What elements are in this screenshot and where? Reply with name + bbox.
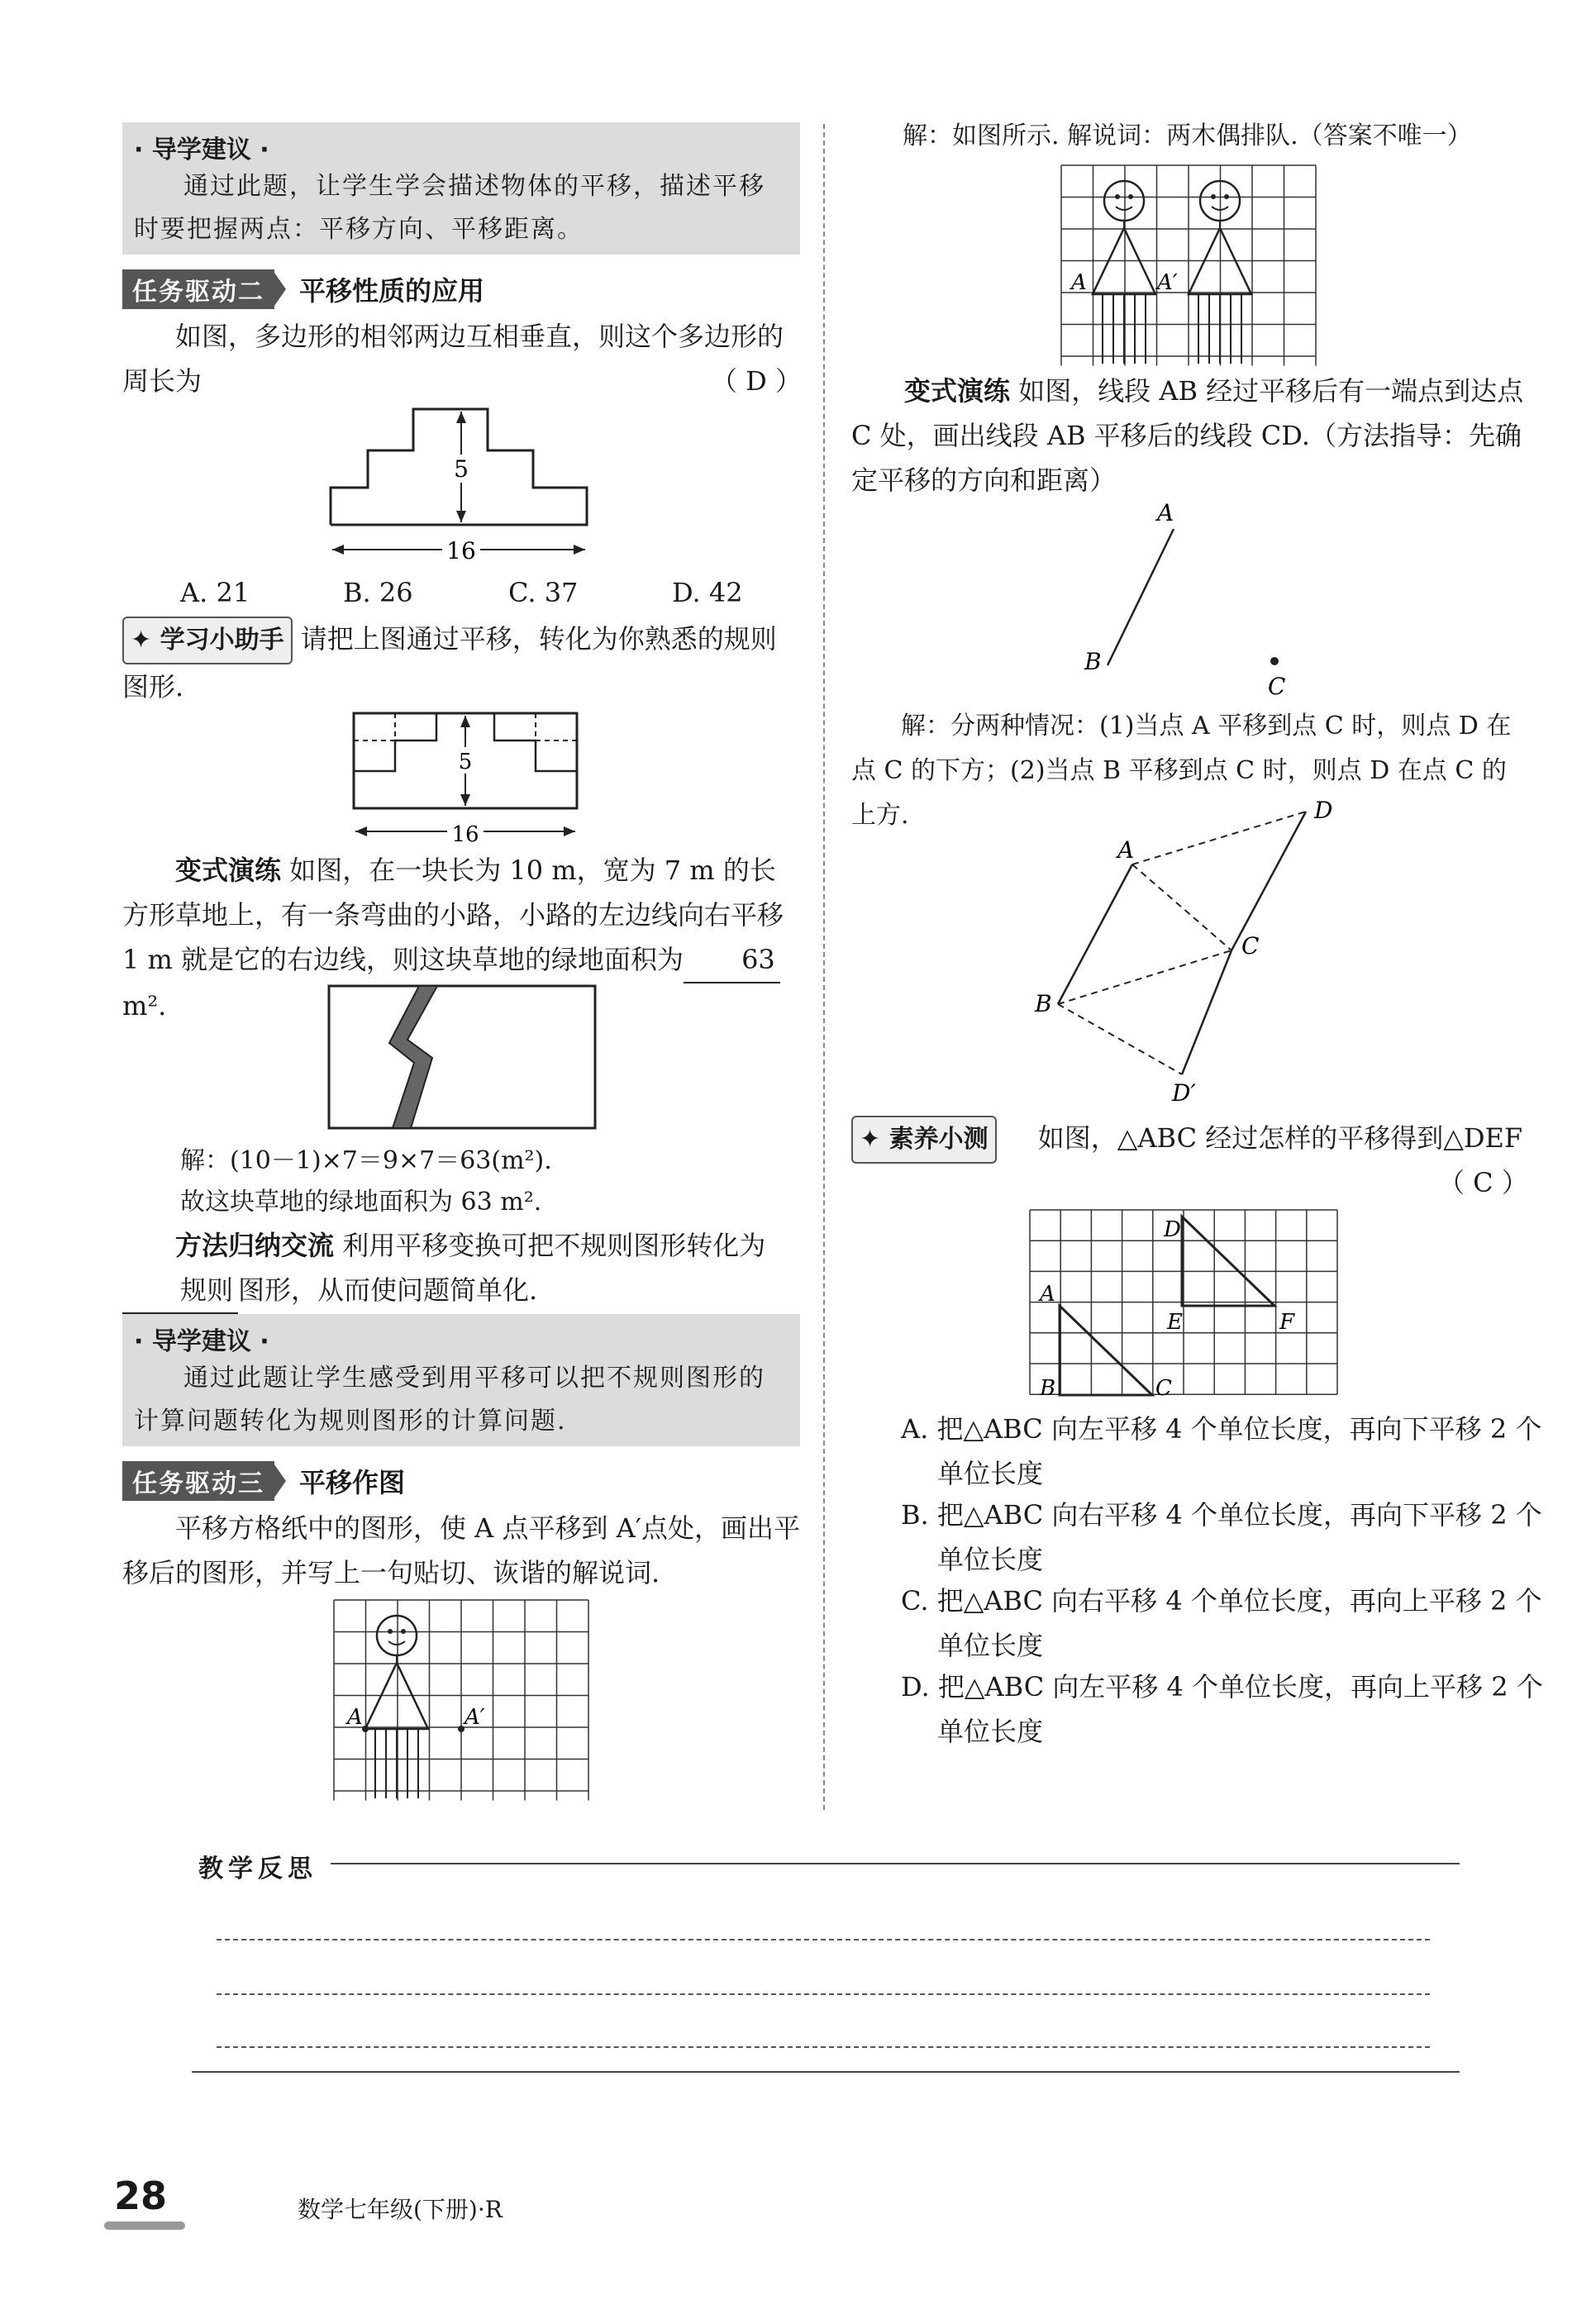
- task-title: 平移作图: [299, 1467, 406, 1498]
- option-d: D. 把△ABC 向左平移 4 个单位长度，再向上平移 2 个单位长度: [901, 1671, 1543, 1747]
- segment-figure: [1074, 496, 1322, 702]
- solution-segment: 解：分两种情况：(1)当点 A 平移到点 C 时，则点 D 在点 C 的下方；(2)当点 B 平移到点 C 时，则点 D 在点 C 的上方.: [851, 712, 1512, 830]
- lawn-figure: [326, 983, 599, 1132]
- option-b: B. 把△ABC 向右平移 4 个单位长度，再向下平移 2 个单位长度: [901, 1499, 1542, 1575]
- quality-text: 如图，△ABC 经过怎样的平移得到△DEF: [1037, 1122, 1523, 1154]
- point-a-label: A: [1040, 1282, 1055, 1307]
- point-e-label: E: [1167, 1310, 1183, 1335]
- grid-figure-task: [332, 1598, 590, 1802]
- point-a-label: A: [1117, 836, 1135, 864]
- point-c-label: C: [1155, 1376, 1172, 1401]
- helper-tag: ✦ 学习小助手: [122, 617, 293, 664]
- point-b-label: B: [1040, 1376, 1056, 1401]
- point-b-label: B: [1084, 648, 1102, 675]
- reflection-line-3: [217, 2046, 1430, 2048]
- option-a: A. 把△ABC 向左平移 4 个单位长度，再向下平移 2 个单位长度: [901, 1413, 1542, 1489]
- quality-tag: ✦ 素养小测: [851, 1116, 997, 1164]
- answer-blank: 规则: [122, 1268, 238, 1314]
- variant-block-2: [851, 369, 1529, 502]
- point-d-label: D: [1314, 797, 1333, 824]
- point-a-label: A: [1071, 270, 1087, 295]
- width-label: 16: [446, 537, 476, 564]
- point-a-prime-label: A′: [465, 1705, 485, 1730]
- unit: m².: [122, 990, 167, 1021]
- height-label: 5: [454, 455, 469, 483]
- method-text-a: 利用平移变换可把不规则图形转化为: [342, 1230, 766, 1261]
- helper-text: 请把上图通过平移，转化为你熟悉的规则图形.: [122, 623, 777, 702]
- solution-line-1: 解：(10－1)×7＝9×7＝63(m²).: [180, 1146, 552, 1175]
- point-c-label: C: [1268, 673, 1286, 700]
- point-a-prime-label: A′: [1157, 270, 1178, 295]
- solution-top: 解：如图所示. 解说词：两木偶排队.（答案不唯一）: [903, 121, 1472, 150]
- guide-heading: · 导学建议 ·: [134, 136, 269, 164]
- point-b-label: B: [1035, 990, 1052, 1017]
- task-tag: 任务驱动二: [122, 269, 274, 309]
- guide-body: 通过此题，让学生学会描述物体的平移，描述平移时要把握两点：平移方向、平移距离。: [134, 172, 765, 244]
- task3-text: 平移方格纸中的图形，使 A 点平移到 A′点处，画出平移后的图形，并写上一句贴切、诙谐的解说词.: [122, 1512, 801, 1588]
- reflection-line-1: [217, 1939, 1430, 1940]
- variant-label: 变式演练: [175, 855, 282, 886]
- width-label: 16: [451, 822, 479, 847]
- method-text-b: 图形，从而使问题简单化.: [238, 1274, 538, 1306]
- question-1-answer: （ D ）: [711, 365, 803, 397]
- quality-answer: （ C ）: [1438, 1167, 1528, 1198]
- method-block: [122, 1223, 800, 1314]
- height-label: 5: [458, 750, 473, 774]
- task-header-2: [122, 269, 484, 309]
- point-d-label: D: [1164, 1217, 1181, 1242]
- answer-blank: 63: [684, 937, 780, 983]
- guide-box-1: [122, 122, 800, 255]
- parallelogram-figure: [1025, 793, 1355, 1107]
- option-a: A. 21: [180, 577, 250, 608]
- task-title: 平移性质的应用: [299, 275, 485, 307]
- point-a-label: A: [347, 1705, 363, 1730]
- polygon-figure: [322, 397, 603, 570]
- question-text: 如图，多边形的相邻两边互相垂直，则这个多边形的周长为: [122, 321, 784, 397]
- variant-text: 如图，线段 AB 经过平移后有一端点到达点C 处，画出线段 AB 平移后的线段 CD.（方法指导：先确定平移的方向和距离）: [851, 375, 1524, 496]
- point-a-label: A: [1157, 499, 1174, 526]
- rectangle-figure: [345, 709, 585, 850]
- question-1: [122, 314, 803, 403]
- task-header-3: [122, 1461, 405, 1501]
- task-tag: 任务驱动三: [122, 1461, 274, 1501]
- book-title: 数学七年级(下册)·R: [298, 2196, 503, 2223]
- variant-label: 变式演练: [904, 375, 1011, 407]
- option-c: C. 37: [508, 577, 579, 608]
- reflection-bottom-line: [192, 2071, 1460, 2073]
- option-b: B. 26: [343, 577, 413, 608]
- reflection-top-line: [331, 1863, 1460, 1864]
- page-number-underline: [104, 2221, 185, 2230]
- quality-block: [851, 1116, 1529, 1164]
- grid-figure-solution: [1060, 164, 1317, 367]
- option-c: C. 把△ABC 向右平移 4 个单位长度，再向上平移 2 个单位长度: [901, 1585, 1542, 1661]
- variant-text: 如图，在一块长为 10 m，宽为 7 m 的长方形草地上，有一条弯曲的小路，小路的左边线向右平移1 m 就是它的右边线，则这块草地的绿地面积为: [122, 855, 784, 975]
- tag-arrow-icon: [274, 273, 286, 306]
- triangle-grid-figure: [1028, 1208, 1347, 1403]
- tag-arrow-icon: [274, 1464, 286, 1498]
- reflection-label: 教学反思: [198, 1855, 317, 1883]
- point-d-prime-label: D′: [1172, 1079, 1196, 1107]
- page-number: 28: [114, 2174, 168, 2218]
- method-label: 方法归纳交流: [175, 1230, 335, 1261]
- reflection-line-2: [217, 1993, 1430, 1995]
- guide-box-2: [122, 1314, 800, 1446]
- guide-heading: · 导学建议 ·: [134, 1327, 269, 1356]
- puppet-1: [1093, 181, 1155, 364]
- option-d: D. 42: [672, 577, 743, 608]
- point-f-label: F: [1279, 1310, 1295, 1335]
- guide-body: 通过此题让学生感受到用平移可以把不规则图形的计算问题转化为规则图形的计算问题.: [134, 1364, 765, 1436]
- column-divider: [823, 124, 825, 1810]
- point-c-label: C: [1241, 932, 1260, 960]
- solution-line-2: 故这块草地的绿地面积为 63 m².: [180, 1188, 542, 1217]
- helper-block: [122, 617, 800, 709]
